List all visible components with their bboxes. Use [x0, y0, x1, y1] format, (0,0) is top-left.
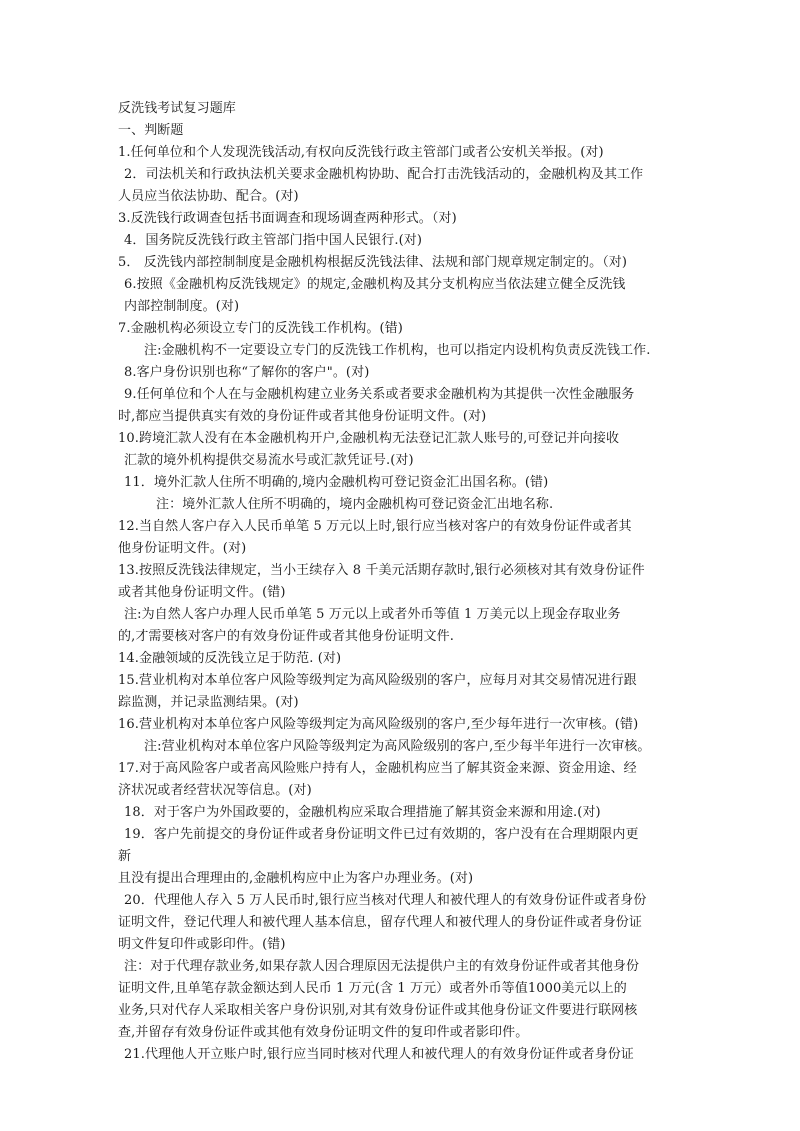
document-title: 反洗钱考试复习题库 [118, 101, 236, 116]
note-line: 注:金融机构不一定要设立专门的反洗钱工作机构，也可以指定内设机构负责反洗钱工作. [144, 343, 651, 358]
text-line: 21.代理他人开立账户时,银行应当同时核对代理人和被代理人的有效身份证件或者身份证 [124, 1047, 634, 1062]
text-line: 且没有提出合理理由的,金融机构应中止为客户办理业务。(对) [118, 871, 474, 886]
text-line: 16.营业机构对本单位客户风险等级判定为高风险级别的客户,至少每年进行一次审核。(错) [118, 717, 639, 732]
text-line: 1.任何单位和个人发现洗钱活动,有权向反洗钱行政主管部门或者公安机关举报。(对) [118, 145, 604, 160]
text-line: 12.当自然人客户存入人民币单笔 5 万元以上时,银行应当核对客户的有效身份证件或者其 [118, 519, 632, 534]
text-line: 查,并留存有效身份证件或其他有效身份证明文件的复印件或者影印件。 [118, 1025, 529, 1040]
note-line: 注:为自然人客户办理人民币单笔 5 万元以上或者外币等值 1 万美元以上现金存取业务 [124, 607, 621, 622]
text-line: 或者其他身份证明文件。(错) [118, 585, 286, 600]
text-line: 17.对于高风险客户或者高风险账户持有人，金融机构应当了解其资金来源、资金用途、经 [118, 761, 637, 776]
text-line: 业务,只对代存人采取相关客户身份识别,对其有效身份证件或其他身份证文件要进行联网核 [118, 1003, 638, 1018]
text-line: 6.按照《金融机构反洗钱规定》的规定,金融机构及其分支机构应当依法建立健全反洗钱 [124, 277, 626, 292]
text-line: 9.任何单位和个人在与金融机构建立业务关系或者要求金融机构为其提供一次性金融服务 [124, 387, 635, 402]
text-line: 11．境外汇款人住所不明确的,境内金融机构可登记资金汇出国名称。(错) [124, 475, 549, 490]
text-line: 7.金融机构必须设立专门的反洗钱工作机构。(错) [118, 321, 403, 336]
text-line: 汇款的境外机构提供交易流水号或汇款凭证号.(对) [124, 453, 414, 468]
note-line: 注：对于代理存款业务,如果存款人因合理原因无法提供户主的有效身份证件或者其他身份 [124, 959, 640, 974]
text-line: 内部控制制度。(对) [124, 299, 240, 314]
text-line: 10.跨境汇款人没有在本金融机构开户,金融机构无法登记汇款人账号的,可登记并向接收 [118, 431, 620, 446]
text-line: 证明文件，登记代理人和被代理人基本信息，留存代理人和被代理人的身份证件或者身份证 [118, 915, 643, 930]
text-line: 明文件复印件或影印件。(错) [118, 937, 286, 952]
text-line: 2．司法机关和行政执法机关要求金融机构协助、配合打击洗钱活动的，金融机构及其工作 [124, 167, 644, 182]
note-line: 注：境外汇款人住所不明确的，境内金融机构可登记资金汇出地名称. [156, 497, 554, 512]
text-line: 时,都应当提供真实有效的身份证件或者其他身份证明文件。(对) [118, 409, 487, 424]
text-line: 3.反洗钱行政调查包括书面调查和现场调查两种形式。（对) [118, 211, 457, 226]
text-line: 8.客户身份识别也称“了解你的客户"。(对) [124, 365, 370, 380]
note-line: 注:营业机构对本单位客户风险等级判定为高风险级别的客户,至少每半年进行一次审核。 [144, 739, 651, 754]
text-line: 18．对于客户为外国政要的，金融机构应采取合理措施了解其资金来源和用途.(对) [124, 805, 601, 820]
text-line: 新 [118, 849, 132, 864]
section-heading: 一、判断题 [118, 123, 184, 138]
text-line: 他身份证明文件。(对) [118, 541, 247, 556]
text-line: 13.按照反洗钱法律规定，当小王续存入 8 千美元活期存款时,银行必须核对其有效身份证件 [118, 563, 645, 578]
text-line: 14.金融领域的反洗钱立足于防范. (对) [118, 651, 342, 666]
text-line: 4．国务院反洗钱行政主管部门指中国人民银行.(对) [124, 233, 423, 248]
text-line: 5． 反洗钱内部控制制度是金融机构根据反洗钱法律、法规和部门规章规定制定的。（对) [118, 255, 628, 270]
text-line: 济状况或者经营状况等信息。(对) [118, 783, 312, 798]
text-line: 19．客户先前提交的身份证件或者身份证明文件已过有效期的，客户没有在合理期限内更 [124, 827, 639, 842]
text-line: 人员应当依法协助、配合。(对) [118, 189, 299, 204]
text-line: 15.营业机构对本单位客户风险等级判定为高风险级别的客户，应每月对其交易情况进行跟 [118, 673, 637, 688]
text-line: 的,才需要核对客户的有效身份证件或者其他身份证明文件. [118, 629, 454, 644]
text-line: 证明文件,且单笔存款金额达到人民币 1 万元(含 1 万元）或者外币等值1000美元以上的 [118, 981, 627, 996]
text-line: 20．代理他人存入 5 万人民币时,银行应当核对代理人和被代理人的有效身份证件或者身份 [124, 893, 647, 908]
text-line: 踪监测，并记录监测结果。(对) [118, 695, 299, 710]
document-page [118, 98, 686, 1066]
